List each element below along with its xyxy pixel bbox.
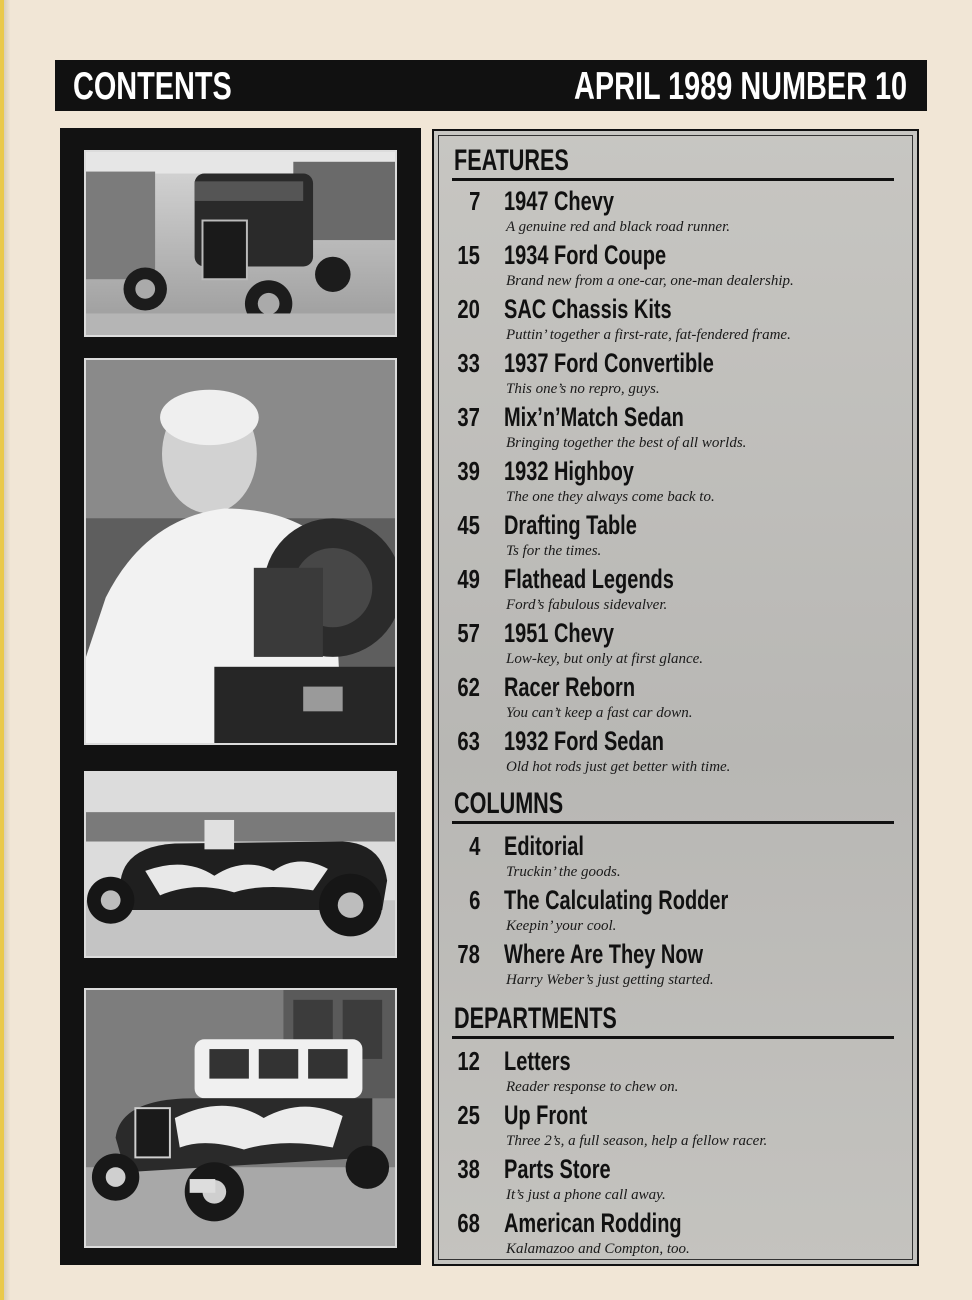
man-with-engine-image — [86, 360, 395, 743]
toc-entry[interactable] — [434, 510, 914, 564]
toc-title: 1951 Chevy — [504, 618, 614, 648]
toc-page-number: 38 — [457, 1154, 480, 1184]
toc-entry[interactable] — [434, 1100, 914, 1154]
toc-entry[interactable] — [434, 456, 914, 510]
toc-page-number: 25 — [457, 1100, 480, 1130]
toc-page-number: 68 — [457, 1208, 480, 1238]
flamed-roadster-image — [86, 773, 395, 956]
toc-title: Parts Store — [504, 1154, 611, 1184]
toc-page-number: 57 — [457, 618, 480, 648]
toc-title: 1932 Ford Sedan — [504, 726, 664, 756]
departments-heading: DEPARTMENTS — [454, 1002, 617, 1035]
features-heading: FEATURES — [454, 144, 569, 177]
columns-rule — [452, 821, 894, 824]
toc-page-number: 4 — [468, 831, 480, 861]
contents-heading: CONTENTS — [73, 65, 232, 108]
page-edge-strip — [0, 0, 10, 1300]
features-rule — [452, 178, 894, 181]
toc-entry[interactable] — [434, 402, 914, 456]
toc-entry[interactable] — [434, 885, 914, 939]
toc-page-number: 33 — [457, 348, 480, 378]
toc-description: Three 2’s, a full season, help a fellow racer. — [506, 1133, 768, 1149]
toc-entry[interactable] — [434, 939, 914, 993]
flamed-sedan-image — [86, 990, 395, 1246]
toc-description: Reader response to chew on. — [506, 1079, 679, 1095]
toc-description: Bringing together the best of all worlds. — [506, 435, 747, 451]
toc-entry[interactable] — [434, 348, 914, 402]
photo-flamed-sedan[interactable] — [84, 988, 397, 1248]
toc-entry[interactable] — [434, 1208, 914, 1262]
toc-page-number: 49 — [457, 564, 480, 594]
toc-title: American Rodding — [504, 1208, 682, 1238]
toc-entry[interactable] — [434, 240, 914, 294]
toc-title: Flathead Legends — [504, 564, 674, 594]
toc-entry[interactable] — [434, 186, 914, 240]
toc-description: Truckin’ the goods. — [506, 864, 621, 880]
toc-description: This one’s no repro, guys. — [506, 381, 660, 397]
toc-title: Where Are They Now — [504, 939, 704, 969]
toc-description: Brand new from a one-car, one-man dealership. — [506, 273, 794, 289]
photo-coupe-car-show[interactable] — [84, 150, 397, 337]
toc-description: Ts for the times. — [506, 543, 602, 559]
toc-description: Harry Weber’s just getting started. — [506, 972, 714, 988]
contents-header — [55, 60, 927, 111]
toc-title: Drafting Table — [504, 510, 637, 540]
toc-description: It’s just a phone call away. — [506, 1187, 666, 1203]
toc-entry[interactable] — [434, 294, 914, 348]
toc-entry[interactable] — [434, 831, 914, 885]
toc-page-number: 20 — [457, 294, 480, 324]
coupe-car-show-image — [86, 152, 395, 335]
toc-description: You can’t keep a fast car down. — [506, 705, 693, 721]
toc-title: 1937 Ford Convertible — [504, 348, 714, 378]
photo-man-with-engine[interactable] — [84, 358, 397, 745]
toc-description: Ford’s fabulous sidevalver. — [506, 597, 668, 613]
toc-description: The one they always come back to. — [506, 489, 715, 505]
toc-title: The Calculating Rodder — [504, 885, 729, 915]
toc-page-number: 63 — [457, 726, 480, 756]
toc-page-number: 62 — [457, 672, 480, 702]
departments-rule — [452, 1036, 894, 1039]
toc-page-number: 39 — [457, 456, 480, 486]
toc-title: SAC Chassis Kits — [504, 294, 672, 324]
toc-description: Puttin’ together a first-rate, fat-fendered frame. — [506, 327, 791, 343]
toc-title: Editorial — [504, 831, 584, 861]
toc-title: 1932 Highboy — [504, 456, 634, 486]
toc-page-number: 37 — [457, 402, 480, 432]
columns-heading: COLUMNS — [454, 787, 564, 820]
toc-description: Old hot rods just get better with time. — [506, 759, 731, 775]
toc-page-number: 6 — [468, 885, 480, 915]
table-of-contents — [432, 129, 919, 1266]
toc-description: Kalamazoo and Compton, too. — [506, 1241, 690, 1257]
toc-page-number: 78 — [457, 939, 480, 969]
toc-description: A genuine red and black road runner. — [506, 219, 730, 235]
toc-entry[interactable] — [434, 672, 914, 726]
toc-title: Racer Reborn — [504, 672, 636, 702]
toc-description: Keepin’ your cool. — [506, 918, 617, 934]
toc-title: Up Front — [504, 1100, 588, 1130]
toc-page-number: 45 — [457, 510, 480, 540]
toc-entry[interactable] — [434, 726, 914, 780]
toc-entry[interactable] — [434, 1154, 914, 1208]
toc-entry[interactable] — [434, 564, 914, 618]
toc-entry[interactable] — [434, 618, 914, 672]
toc-title: Letters — [504, 1046, 571, 1076]
issue-date: APRIL 1989 NUMBER 10 — [573, 65, 907, 108]
toc-title: Mix’n’Match Sedan — [504, 402, 684, 432]
toc-page-number: 7 — [468, 186, 480, 216]
photo-flamed-roadster[interactable] — [84, 771, 397, 958]
toc-description: Low-key, but only at first glance. — [506, 651, 704, 667]
photo-column — [60, 128, 421, 1265]
toc-title: 1934 Ford Coupe — [504, 240, 667, 270]
toc-page-number: 15 — [457, 240, 480, 270]
toc-entry[interactable] — [434, 1046, 914, 1100]
toc-title: 1947 Chevy — [504, 186, 614, 216]
toc-page-number: 12 — [457, 1046, 480, 1076]
